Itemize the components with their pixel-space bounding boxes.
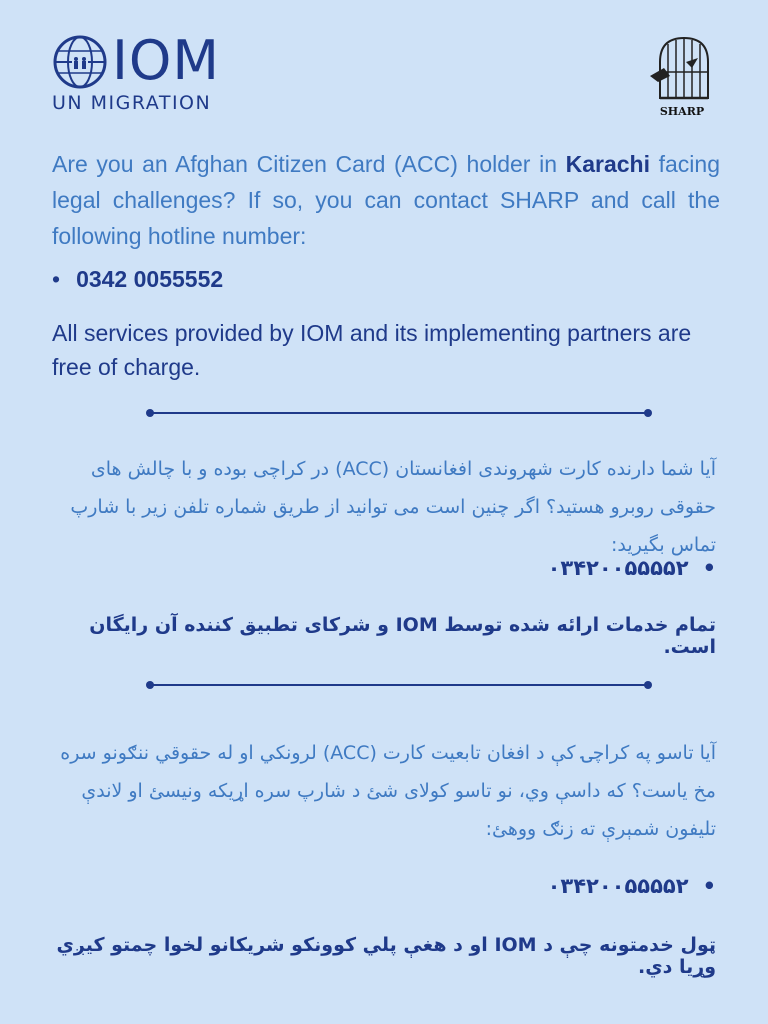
pashto-hotline-number: ۰۳۴۲۰۰۵۵۵۵۲ (547, 874, 689, 898)
sharp-cage-icon (646, 32, 718, 104)
iom-globe-icon (52, 34, 108, 90)
pashto-hotline-item (48, 874, 716, 898)
english-intro (52, 146, 720, 254)
dari-hotline-number: ۰۳۴۲۰۰۵۵۵۵۲ (547, 556, 689, 580)
section-divider (146, 680, 652, 690)
english-hotline-number: 0342 0055552 (76, 266, 224, 292)
dari-intro: آیا شما دارنده کارت شهروندی افغانستان (ACC) در کراچی بوده و با چالش های حقوقی روبرو هستید؟ اگر چنین است می توانید از طریق شماره تلفن زیر با شارپ تماس بگیرید: (70, 458, 716, 556)
dari-free-services: تمام خدمات ارائه شده توسط IOM و شرکای تطبیق کننده آن رایگان است. (89, 614, 716, 658)
english-free-services: All services provided by IOM and its implementing partners are free of charge. (52, 320, 692, 380)
bullet-icon: • (52, 266, 61, 292)
iom-logo (52, 29, 252, 114)
english-hotline-item (52, 266, 223, 293)
pashto-intro: آیا تاسو په کراچۍ کې د افغان تابعیت کارت (ACC) لرونکي او له حقوقي ننګونو سره مخ یاست؟ که داسې وي، نو تاسو کولای شئ د شارپ سره اړیکه ونیسئ او لاندې تلیفون شمېرې ته زنګ ووهئ: (60, 742, 716, 840)
section-divider (146, 408, 652, 418)
logo-wordmark: IOM (112, 29, 221, 92)
sharp-logo (646, 32, 718, 118)
dari-hotline-item (48, 556, 716, 580)
logo-subtitle: UN MIGRATION (52, 92, 212, 114)
english-intro-end: facing legal challenges? If so, you can contact SHARP and call the following hotline number: (52, 151, 721, 249)
english-intro-city: Karachi (565, 151, 650, 177)
english-intro-start: Are you an Afghan Citizen Card (ACC) holder in (52, 151, 566, 177)
sharp-logo-text: SHARP (659, 105, 705, 118)
bullet-icon: • (702, 556, 716, 580)
pashto-free-services: ټول خدمتونه چې د IOM او د هغې پلي کوونکو شریکانو لخوا چمتو کیږي وړیا دي. (56, 934, 716, 978)
bullet-icon: • (702, 874, 716, 898)
